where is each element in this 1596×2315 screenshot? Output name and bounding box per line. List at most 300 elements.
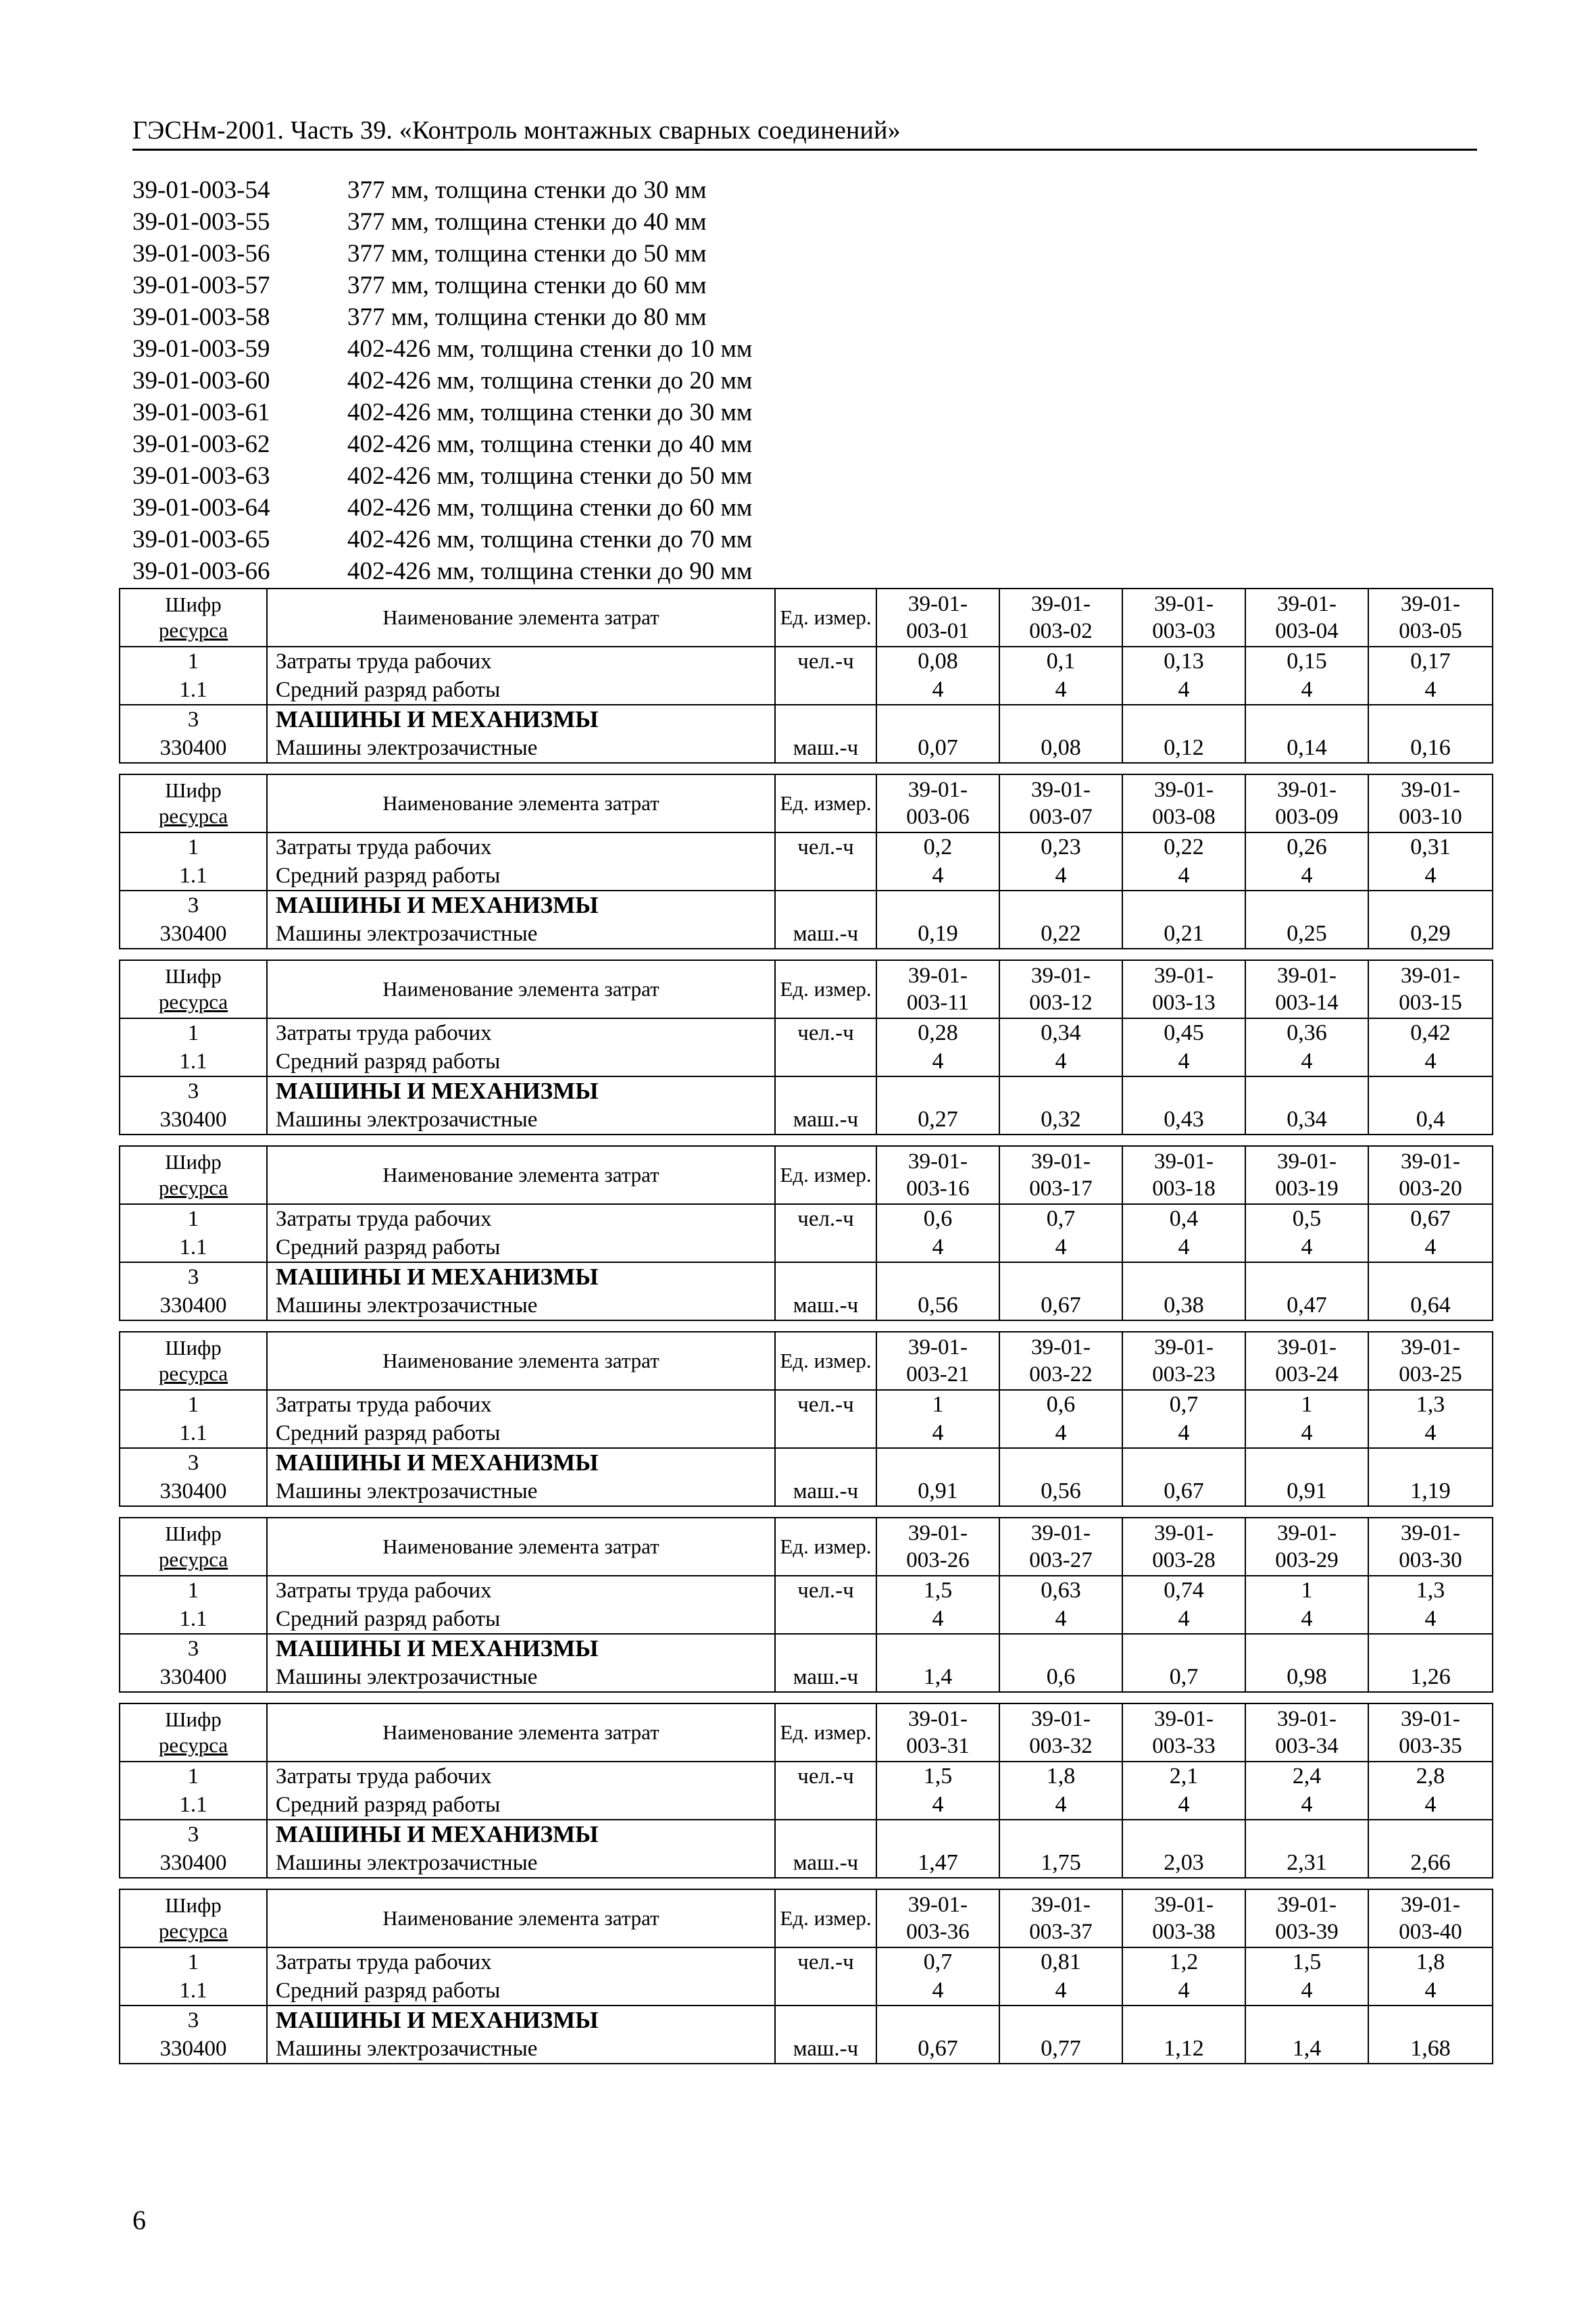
header-norm-code (999, 589, 1122, 647)
row-value (999, 1076, 1122, 1105)
table-header-row (120, 774, 1493, 832)
row-unit (775, 1791, 876, 1820)
row-value: 0,6 (999, 1390, 1122, 1419)
row-value: 0,98 (1245, 1663, 1368, 1692)
row-value: 0,45 (1122, 1018, 1245, 1047)
header-norm-code (876, 774, 999, 832)
code-description: 402-426 мм, толщина стенки до 10 мм (347, 335, 753, 363)
header-rule (132, 149, 1477, 151)
row-unit: чел.-ч (775, 1762, 876, 1791)
norm-code-line2: 003-18 (1152, 1176, 1216, 1201)
row-value: 0,6 (876, 1204, 999, 1233)
norm-code-line2: 003-02 (1029, 619, 1093, 643)
row-value (1368, 1634, 1493, 1663)
cleaning-machines-row (120, 1105, 1493, 1135)
norm-code-line2: 003-37 (1029, 1920, 1093, 1944)
row-value: 0,7 (1122, 1663, 1245, 1692)
resource-code: 39-01-003-60 (132, 367, 270, 395)
norm-code-line2: 003-03 (1152, 619, 1216, 643)
row-name: Средний разряд работы (267, 1233, 775, 1262)
row-code: 330400 (120, 1477, 267, 1506)
header-norm-code (1368, 1703, 1493, 1762)
row-value: 0,17 (1368, 647, 1493, 676)
row-value (999, 2006, 1122, 2035)
row-name: Затраты труда рабочих (267, 832, 775, 862)
header-code (120, 960, 267, 1018)
machines-category-row (120, 705, 1493, 734)
row-value: 4 (1245, 1605, 1368, 1634)
row-value: 0,6 (999, 1663, 1122, 1692)
table-header-row (120, 1518, 1493, 1576)
resource-code: 39-01-003-64 (132, 494, 270, 522)
row-value: 0,7 (876, 1947, 999, 1976)
row-value: 2,1 (1122, 1762, 1245, 1791)
header-norm-code (1122, 1146, 1245, 1204)
row-value: 1,5 (876, 1576, 999, 1605)
table-header-row (120, 960, 1493, 1018)
row-name: Затраты труда рабочих (267, 647, 775, 676)
header-unit: Ед. измер. (775, 1703, 876, 1762)
row-value: 4 (1368, 676, 1493, 705)
row-value: 0,34 (999, 1018, 1122, 1047)
header-norm-code (1122, 1332, 1245, 1390)
norm-code-line1: 39-01- (1277, 1707, 1337, 1731)
table-header-row (120, 1703, 1493, 1762)
row-value: 0,5 (1245, 1204, 1368, 1233)
norm-code-line2: 003-34 (1275, 1734, 1339, 1758)
row-name: Затраты труда рабочих (267, 1390, 775, 1419)
resource-code: 39-01-003-62 (132, 430, 270, 458)
header-unit: Ед. измер. (775, 960, 876, 1018)
row-name: Средний разряд работы (267, 1976, 775, 2006)
row-unit (775, 1233, 876, 1262)
header-norm-code (999, 774, 1122, 832)
row-unit: чел.-ч (775, 832, 876, 862)
header-norm-code (1245, 960, 1368, 1018)
labor-row (120, 647, 1493, 676)
row-value: 4 (999, 1605, 1122, 1634)
header-norm-code (1122, 1518, 1245, 1576)
row-value (876, 1634, 999, 1663)
norm-code-line2: 003-10 (1399, 805, 1462, 829)
code-list-item (132, 555, 1477, 587)
header-code-line2: ресурса (158, 1919, 228, 1943)
norm-code-line1: 39-01- (1154, 1335, 1214, 1360)
row-value (1245, 1076, 1368, 1105)
row-value: 1,4 (1245, 2035, 1368, 2064)
row-value (1368, 2006, 1493, 2035)
norm-code-line1: 39-01- (908, 1521, 968, 1545)
norm-code-line1: 39-01- (908, 964, 968, 988)
norm-code-line2: 003-27 (1029, 1548, 1093, 1572)
header-code (120, 1518, 267, 1576)
resource-table (119, 1331, 1493, 1507)
header-norm-code (1122, 1703, 1245, 1762)
row-name: Машины электрозачистные (267, 920, 775, 949)
machines-category-row (120, 891, 1493, 920)
header-norm-code (999, 1332, 1122, 1390)
code-list (132, 174, 1477, 587)
row-value: 4 (1122, 1976, 1245, 2006)
norm-code-line1: 39-01- (1401, 1707, 1460, 1731)
row-name: МАШИНЫ И МЕХАНИЗМЫ (267, 705, 775, 734)
header-norm-code (1368, 1146, 1493, 1204)
cleaning-machines-row (120, 1849, 1493, 1878)
row-value: 4 (999, 1419, 1122, 1448)
row-value: 4 (1245, 1791, 1368, 1820)
header-norm-code (1368, 1332, 1493, 1390)
row-value: 4 (876, 1233, 999, 1262)
row-value: 0,12 (1122, 734, 1245, 763)
row-value: 4 (999, 862, 1122, 891)
row-unit (775, 1605, 876, 1634)
resource-code: 39-01-003-57 (132, 272, 270, 299)
row-name: Машины электрозачистные (267, 1105, 775, 1135)
row-unit (775, 1634, 876, 1663)
row-value: 0,4 (1368, 1105, 1493, 1135)
row-value (1122, 1448, 1245, 1477)
header-norm-code (1122, 1889, 1245, 1947)
row-value: 4 (999, 1047, 1122, 1076)
header-code-line1: Шифр (165, 964, 222, 988)
row-value: 4 (1122, 1419, 1245, 1448)
norm-code-line2: 003-19 (1275, 1176, 1339, 1201)
row-name: МАШИНЫ И МЕХАНИЗМЫ (267, 1634, 775, 1663)
resource-code: 39-01-003-59 (132, 335, 270, 363)
row-name: МАШИНЫ И МЕХАНИЗМЫ (267, 891, 775, 920)
row-name: Машины электрозачистные (267, 1849, 775, 1878)
row-value (1245, 705, 1368, 734)
row-value (876, 891, 999, 920)
row-value: 4 (1122, 676, 1245, 705)
resource-table (119, 774, 1493, 949)
norm-code-line2: 003-01 (906, 619, 970, 643)
row-name: Средний разряд работы (267, 1791, 775, 1820)
machines-category-row (120, 1448, 1493, 1477)
row-value: 2,8 (1368, 1762, 1493, 1791)
row-value: 1,75 (999, 1849, 1122, 1878)
header-norm-code (1245, 1703, 1368, 1762)
row-value: 4 (876, 1047, 999, 1076)
row-code: 1.1 (120, 1419, 267, 1448)
grade-row (120, 676, 1493, 705)
header-code-line2: ресурса (158, 804, 228, 828)
norm-code-line2: 003-35 (1399, 1734, 1462, 1758)
norm-code-line2: 003-24 (1275, 1362, 1339, 1387)
norm-code-line2: 003-06 (906, 805, 970, 829)
labor-row (120, 1762, 1493, 1791)
norm-code-line1: 39-01- (908, 1893, 968, 1917)
header-code (120, 1703, 267, 1762)
row-unit: чел.-ч (775, 1204, 876, 1233)
row-unit (775, 705, 876, 734)
row-value: 4 (1245, 1047, 1368, 1076)
row-name: Средний разряд работы (267, 1605, 775, 1634)
row-value: 4 (876, 676, 999, 705)
grade-row (120, 1233, 1493, 1262)
header-norm-code (876, 1146, 999, 1204)
norm-code-line1: 39-01- (1401, 1335, 1460, 1360)
row-value (1122, 891, 1245, 920)
cleaning-machines-row (120, 1663, 1493, 1692)
norm-code-line1: 39-01- (908, 1707, 968, 1731)
row-code: 330400 (120, 1105, 267, 1135)
code-description: 377 мм, толщина стенки до 30 мм (347, 176, 707, 204)
row-unit (775, 1047, 876, 1076)
header-norm-code (1245, 1518, 1368, 1576)
row-value: 1,47 (876, 1849, 999, 1878)
norm-code-line2: 003-33 (1152, 1734, 1216, 1758)
row-value: 0,32 (999, 1105, 1122, 1135)
header-norm-code (999, 1889, 1122, 1947)
norm-code-line1: 39-01- (1401, 1149, 1460, 1174)
header-norm-code (1245, 1146, 1368, 1204)
resource-code: 39-01-003-63 (132, 462, 270, 490)
header-norm-code (1245, 774, 1368, 832)
row-value: 4 (876, 1419, 999, 1448)
row-value: 0,29 (1368, 920, 1493, 949)
labor-row (120, 1576, 1493, 1605)
header-norm-code (1245, 1332, 1368, 1390)
norm-code-line1: 39-01- (1154, 1707, 1214, 1731)
row-value (999, 1634, 1122, 1663)
norm-code-line1: 39-01- (1031, 592, 1091, 616)
row-unit (775, 1419, 876, 1448)
code-list-item (132, 206, 1477, 238)
row-value (1245, 891, 1368, 920)
norm-code-line2: 003-08 (1152, 805, 1216, 829)
header-norm-code (1122, 960, 1245, 1018)
row-value: 1 (1245, 1390, 1368, 1419)
row-name: Машины электрозачистные (267, 734, 775, 763)
norm-code-line2: 003-32 (1029, 1734, 1093, 1758)
norm-code-line2: 003-22 (1029, 1362, 1093, 1387)
norm-code-line1: 39-01- (1031, 1893, 1091, 1917)
row-code: 3 (120, 1076, 267, 1105)
row-unit (775, 676, 876, 705)
labor-row (120, 832, 1493, 862)
row-value: 1,4 (876, 1663, 999, 1692)
row-value: 4 (1368, 862, 1493, 891)
row-value: 4 (1245, 676, 1368, 705)
resource-code: 39-01-003-58 (132, 303, 270, 331)
resource-table (119, 1517, 1493, 1693)
row-code: 3 (120, 2006, 267, 2035)
row-unit (775, 1976, 876, 2006)
header-code-line2: ресурса (158, 1733, 228, 1757)
header-unit: Ед. измер. (775, 1146, 876, 1204)
row-value: 0,67 (876, 2035, 999, 2064)
header-code (120, 1889, 267, 1947)
code-description: 402-426 мм, толщина стенки до 50 мм (347, 462, 753, 490)
header-norm-code (876, 960, 999, 1018)
norm-code-line1: 39-01- (1154, 1893, 1214, 1917)
row-value: 2,66 (1368, 1849, 1493, 1878)
row-value (1245, 1634, 1368, 1663)
row-value: 2,4 (1245, 1762, 1368, 1791)
row-value: 0,56 (999, 1477, 1122, 1506)
row-value: 0,22 (999, 920, 1122, 949)
page-header: ГЭСНм-2001. Часть 39. «Контроль монтажных сварных соединений» (132, 116, 901, 145)
row-value (1122, 2006, 1245, 2035)
norm-code-line2: 003-13 (1152, 991, 1216, 1015)
norm-code-line2: 003-39 (1275, 1920, 1339, 1944)
code-description: 402-426 мм, толщина стенки до 30 мм (347, 399, 753, 426)
header-code-line1: Шифр (165, 1150, 222, 1174)
header-code (120, 774, 267, 832)
row-value: 1,3 (1368, 1390, 1493, 1419)
row-value (876, 705, 999, 734)
row-value: 4 (999, 1976, 1122, 2006)
row-value: 0,67 (999, 1291, 1122, 1320)
row-value (876, 1076, 999, 1105)
row-value (1122, 1262, 1245, 1291)
code-list-item (132, 460, 1477, 492)
grade-row (120, 1605, 1493, 1634)
row-value: 0,15 (1245, 647, 1368, 676)
row-value (1122, 705, 1245, 734)
row-unit (775, 1262, 876, 1291)
row-code: 330400 (120, 2035, 267, 2064)
norm-code-line1: 39-01- (908, 592, 968, 616)
row-code: 3 (120, 1448, 267, 1477)
header-norm-code (876, 1518, 999, 1576)
row-value: 4 (876, 862, 999, 891)
code-description: 377 мм, толщина стенки до 50 мм (347, 240, 707, 268)
row-name: Средний разряд работы (267, 1047, 775, 1076)
header-norm-code (1368, 589, 1493, 647)
row-name: Затраты труда рабочих (267, 1204, 775, 1233)
row-value: 4 (876, 1605, 999, 1634)
norm-code-line2: 003-12 (1029, 991, 1093, 1015)
row-value: 1,68 (1368, 2035, 1493, 2064)
code-list-item (132, 492, 1477, 524)
row-value: 0,27 (876, 1105, 999, 1135)
norm-code-line2: 003-07 (1029, 805, 1093, 829)
norm-code-line1: 39-01- (908, 1335, 968, 1360)
norm-code-line1: 39-01- (1401, 964, 1460, 988)
row-code: 1 (120, 1762, 267, 1791)
row-value: 0,38 (1122, 1291, 1245, 1320)
row-code: 3 (120, 891, 267, 920)
row-unit (775, 1448, 876, 1477)
row-value (1368, 891, 1493, 920)
row-value: 0,19 (876, 920, 999, 949)
row-name: Затраты труда рабочих (267, 1947, 775, 1976)
grade-row (120, 1419, 1493, 1448)
row-code: 1 (120, 1018, 267, 1047)
norm-code-line2: 003-05 (1399, 619, 1462, 643)
row-value: 0,56 (876, 1291, 999, 1320)
row-value: 4 (1245, 1233, 1368, 1262)
norm-code-line1: 39-01- (1401, 1521, 1460, 1545)
row-value (876, 1448, 999, 1477)
norm-code-line1: 39-01- (1031, 1335, 1091, 1360)
row-unit: маш.-ч (775, 1849, 876, 1878)
row-value: 2,03 (1122, 1849, 1245, 1878)
resource-code: 39-01-003-65 (132, 526, 270, 553)
norm-code-line2: 003-14 (1275, 991, 1339, 1015)
row-value: 1,12 (1122, 2035, 1245, 2064)
cleaning-machines-row (120, 1477, 1493, 1506)
row-code: 1.1 (120, 1233, 267, 1262)
row-value: 0,16 (1368, 734, 1493, 763)
header-norm-code (1245, 589, 1368, 647)
row-value: 4 (1122, 1047, 1245, 1076)
header-code-line1: Шифр (165, 1522, 222, 1545)
row-value (1368, 1076, 1493, 1105)
header-norm-code (1122, 589, 1245, 647)
resource-table (119, 1889, 1493, 2064)
row-value (1245, 1820, 1368, 1849)
row-value: 0,67 (1122, 1477, 1245, 1506)
row-value (1368, 1262, 1493, 1291)
row-unit: маш.-ч (775, 920, 876, 949)
row-value: 0,7 (999, 1204, 1122, 1233)
machines-category-row (120, 1820, 1493, 1849)
row-name: Средний разряд работы (267, 1419, 775, 1448)
labor-row (120, 1390, 1493, 1419)
row-value: 0,13 (1122, 647, 1245, 676)
row-code: 330400 (120, 920, 267, 949)
norm-code-line2: 003-23 (1152, 1362, 1216, 1387)
norm-code-line1: 39-01- (908, 1149, 968, 1174)
row-unit (775, 862, 876, 891)
norm-code-line2: 003-26 (906, 1548, 970, 1572)
header-norm-code (1368, 1518, 1493, 1576)
row-value: 1,8 (999, 1762, 1122, 1791)
row-value (999, 705, 1122, 734)
header-code-line2: ресурса (158, 1176, 228, 1199)
norm-code-line2: 003-21 (906, 1362, 970, 1387)
row-value: 0,81 (999, 1947, 1122, 1976)
row-name: Затраты труда рабочих (267, 1762, 775, 1791)
row-value: 1,26 (1368, 1663, 1493, 1692)
header-unit: Ед. измер. (775, 1518, 876, 1576)
row-value (1122, 1820, 1245, 1849)
row-name: Машины электрозачистные (267, 1477, 775, 1506)
row-value (1368, 1448, 1493, 1477)
norm-code-line1: 39-01- (1154, 778, 1214, 802)
header-code-line1: Шифр (165, 1893, 222, 1917)
norm-code-line2: 003-40 (1399, 1920, 1462, 1944)
row-value: 4 (876, 1976, 999, 2006)
row-value: 1 (1245, 1576, 1368, 1605)
norm-code-line2: 003-30 (1399, 1548, 1462, 1572)
row-value: 4 (1245, 1976, 1368, 2006)
header-code-line1: Шифр (165, 778, 222, 802)
row-name: МАШИНЫ И МЕХАНИЗМЫ (267, 1448, 775, 1477)
row-value (999, 891, 1122, 920)
norm-code-line1: 39-01- (1401, 1893, 1460, 1917)
row-value: 0,22 (1122, 832, 1245, 862)
row-unit (775, 891, 876, 920)
code-list-item (132, 270, 1477, 301)
row-code: 1 (120, 1576, 267, 1605)
header-norm-code (999, 1703, 1122, 1762)
header-unit: Ед. измер. (775, 774, 876, 832)
row-unit (775, 2006, 876, 2035)
resource-table (119, 1703, 1493, 1878)
header-description: Наименование элемента затрат (267, 1703, 775, 1762)
row-value: 4 (1368, 1419, 1493, 1448)
row-value: 0,25 (1245, 920, 1368, 949)
row-value: 0,7 (1122, 1390, 1245, 1419)
row-name: МАШИНЫ И МЕХАНИЗМЫ (267, 1076, 775, 1105)
row-code: 1.1 (120, 1047, 267, 1076)
row-unit (775, 1820, 876, 1849)
row-value: 4 (1368, 1233, 1493, 1262)
